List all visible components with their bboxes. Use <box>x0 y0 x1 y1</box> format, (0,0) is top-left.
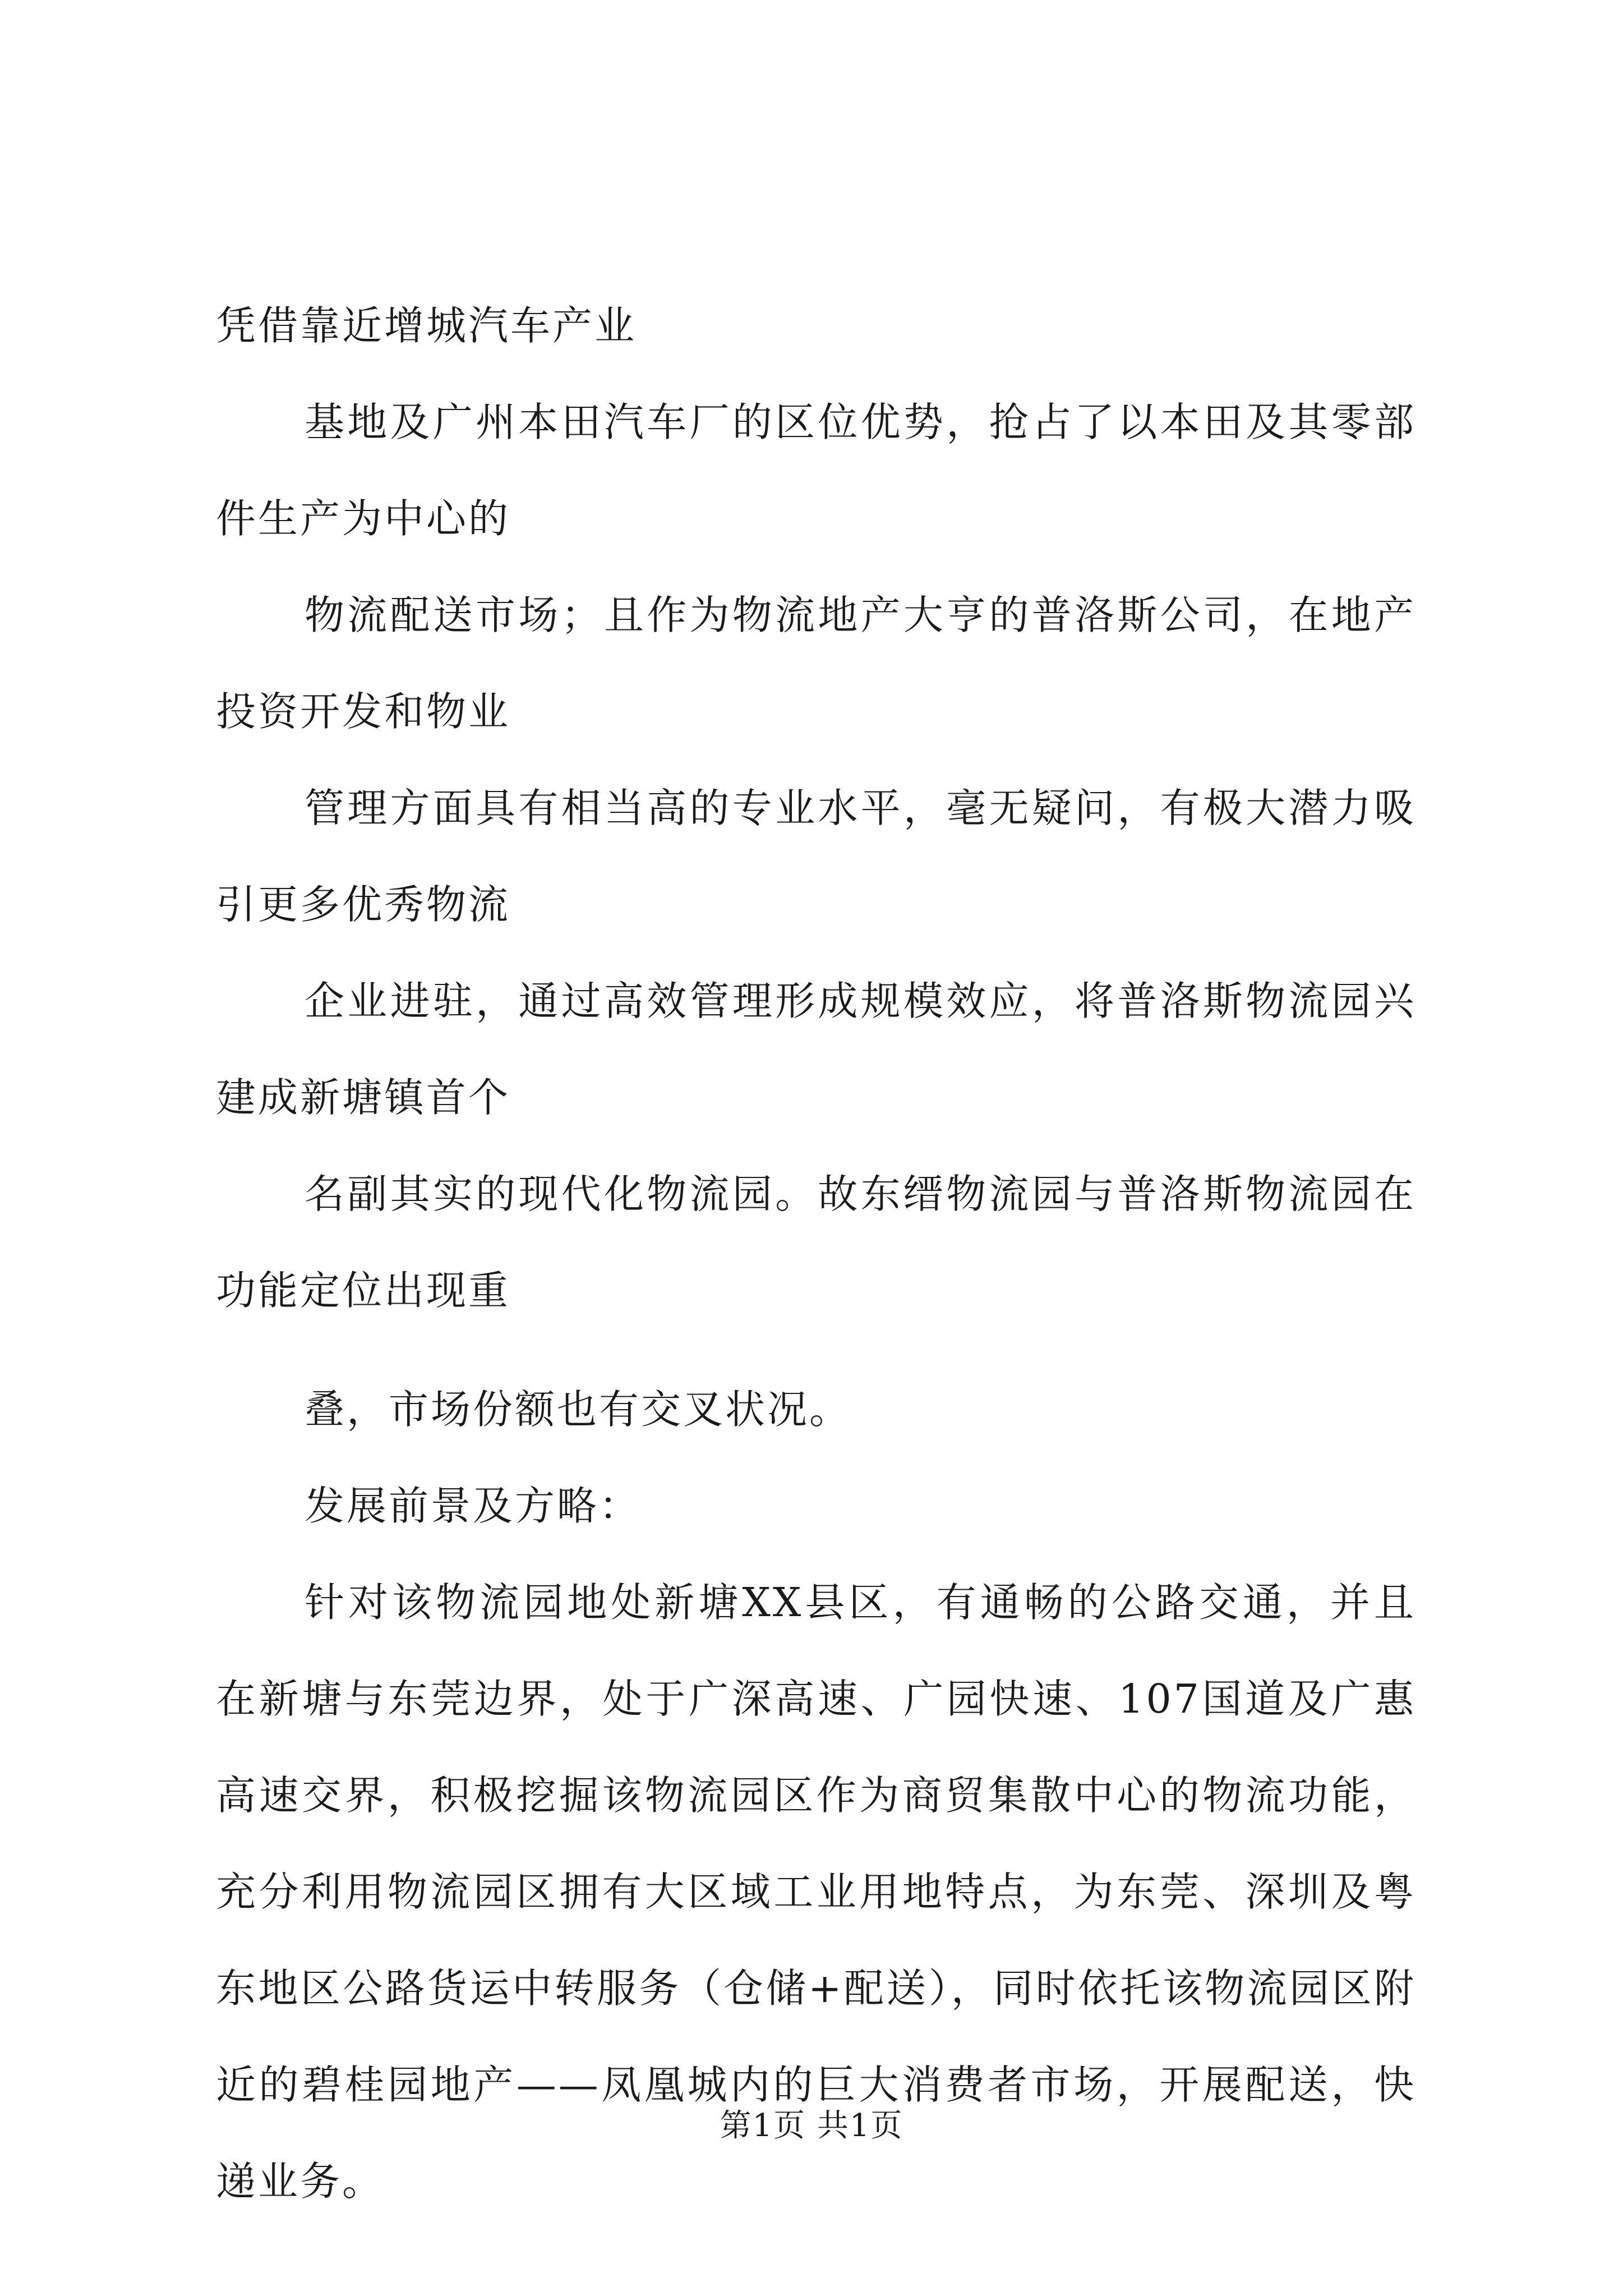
section-heading: 发展前景及方略： <box>305 1483 642 1529</box>
text-line-18: 东地区公路货运中转服务（仓储+配送），同时依托该物流园区附 <box>216 1965 1416 2012</box>
text-line-20: 递业务。 <box>216 2158 385 2205</box>
text-line-17: 充分利用物流园区拥有大区域工业用地特点，为东莞、深圳及粤 <box>216 1869 1416 1915</box>
text-line-3: 件生产为中心的 <box>216 495 511 542</box>
text-line-12: 叠，市场份额也有交叉状况。 <box>305 1386 852 1433</box>
text-line-15: 在新塘与东莞边界，处于广深高速、广园快速、107国道及广惠 <box>216 1676 1416 1722</box>
text-line-19: 近的碧桂园地产——凤凰城内的巨大消费者市场，开展配送，快 <box>216 2062 1416 2108</box>
page-number-footer: 第1页 共1页 <box>720 2108 903 2144</box>
text-line-5: 投资开发和物业 <box>216 688 511 735</box>
text-line-1: 凭借靠近增城汽车产业 <box>216 302 637 349</box>
text-line-9: 建成新塘镇首个 <box>216 1074 511 1121</box>
text-line-10: 名副其实的现代化物流园。故东缙物流园与普洛斯物流园在 <box>305 1171 1416 1217</box>
document-body <box>216 302 1416 2205</box>
text-line-8: 企业进驻，通过高效管理形成规模效应，将普洛斯物流园兴 <box>305 978 1416 1024</box>
text-line-2: 基地及广州本田汽车厂的区位优势，抢占了以本田及其零部 <box>305 399 1416 445</box>
text-line-14: 针对该物流园地处新塘XX县区，有通畅的公路交通，并且 <box>305 1579 1416 1626</box>
text-line-11: 功能定位出现重 <box>216 1267 511 1314</box>
text-line-7: 引更多优秀物流 <box>216 881 511 928</box>
text-line-4: 物流配送市场；且作为物流地产大亨的普洛斯公司，在地产 <box>305 592 1416 638</box>
text-line-6: 管理方面具有相当高的专业水平，毫无疑问，有极大潜力吸 <box>305 785 1416 831</box>
text-line-16: 高速交界，积极挖掘该物流园区作为商贸集散中心的物流功能， <box>216 1772 1416 1819</box>
